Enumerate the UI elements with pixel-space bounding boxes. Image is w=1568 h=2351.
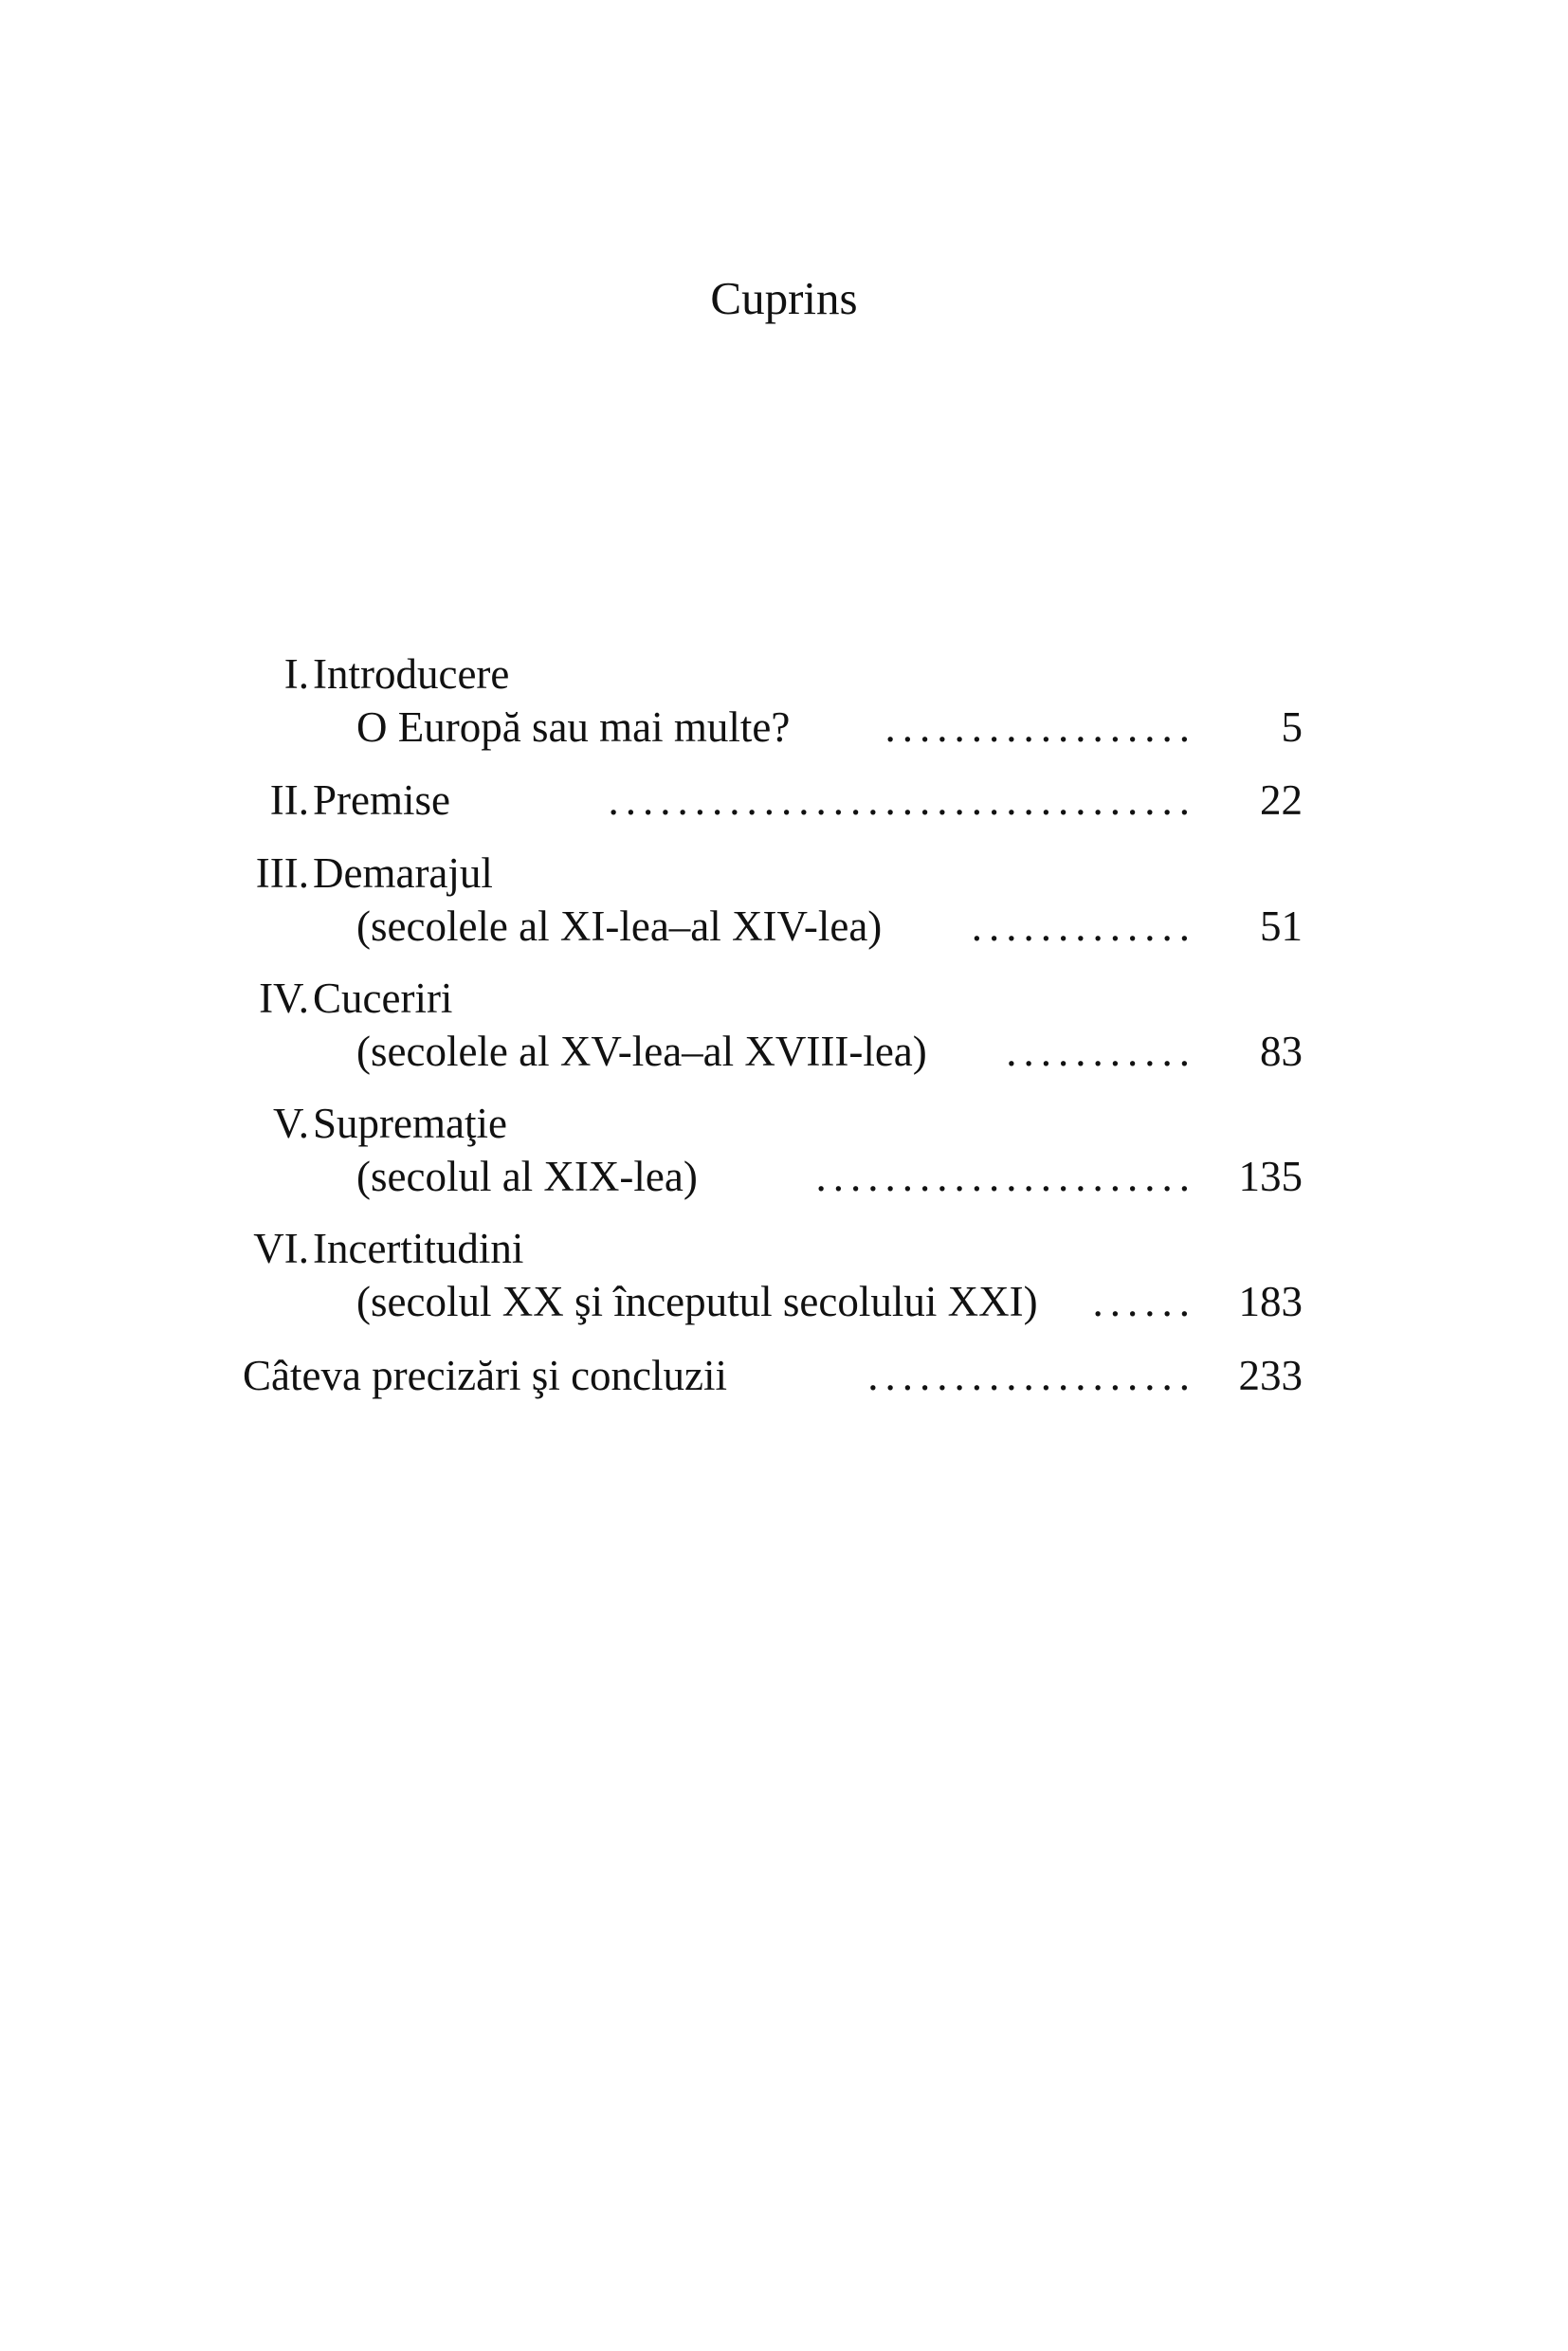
chapter-subtitle: (secolele al XV-lea–al XVIII-lea)	[356, 1028, 927, 1075]
chapter-numeral: III.	[255, 849, 309, 897]
page-number: 233	[1238, 1352, 1303, 1399]
dot-leaders: ..................	[884, 703, 1196, 751]
dot-leaders: .............	[971, 902, 1196, 950]
page-number: 22	[1260, 776, 1303, 824]
dot-leaders: ...................	[867, 1352, 1196, 1399]
chapter-heading: Incertitudini	[313, 1225, 524, 1272]
section-heading: Câteva precizări şi concluzii	[243, 1352, 727, 1399]
chapter-heading: Supremaţie	[313, 1100, 507, 1147]
page-number: 83	[1260, 1028, 1303, 1075]
toc-entry-conclusions	[0, 1349, 1568, 1402]
dot-leaders: ......	[1092, 1278, 1196, 1325]
chapter-numeral: I.	[283, 650, 309, 698]
toc-entry-3-heading	[0, 847, 1568, 900]
toc-entry-2	[0, 774, 1568, 827]
toc-entry-1-subtitle	[0, 701, 1568, 754]
toc-entry-4-heading	[0, 972, 1568, 1025]
toc-entry-5-subtitle	[0, 1150, 1568, 1203]
dot-leaders: ..................................	[608, 776, 1196, 824]
chapter-numeral: IV.	[259, 975, 309, 1022]
toc-entry-5-heading	[0, 1097, 1568, 1150]
chapter-heading: Introducere	[313, 650, 510, 698]
toc-entry-6-subtitle	[0, 1275, 1568, 1328]
toc-entry-1-heading	[0, 647, 1568, 701]
chapter-subtitle: (secolul XX şi începutul secolului XXI)	[356, 1278, 1038, 1325]
page-title: Cuprins	[710, 272, 858, 324]
page-number: 183	[1238, 1278, 1303, 1325]
chapter-numeral: V.	[273, 1100, 309, 1147]
chapter-heading: Demarajul	[313, 849, 493, 897]
dot-leaders: ......................	[815, 1153, 1196, 1200]
chapter-heading: Premise	[313, 776, 450, 824]
chapter-numeral: VI.	[253, 1225, 309, 1272]
chapter-subtitle: (secolul al XIX-lea)	[356, 1153, 698, 1200]
dot-leaders: ...........	[1006, 1028, 1196, 1075]
toc-entry-4-subtitle	[0, 1025, 1568, 1078]
chapter-numeral: II.	[269, 776, 309, 824]
chapter-subtitle: O Europă sau mai multe?	[356, 703, 791, 751]
page-number: 5	[1281, 703, 1303, 751]
chapter-subtitle: (secolele al XI-lea–al XIV-lea)	[356, 902, 883, 950]
page-number: 51	[1260, 902, 1303, 950]
toc-entry-6-heading	[0, 1222, 1568, 1275]
chapter-heading: Cuceriri	[313, 975, 453, 1022]
page-number: 135	[1238, 1153, 1303, 1200]
toc-entry-3-subtitle	[0, 900, 1568, 953]
